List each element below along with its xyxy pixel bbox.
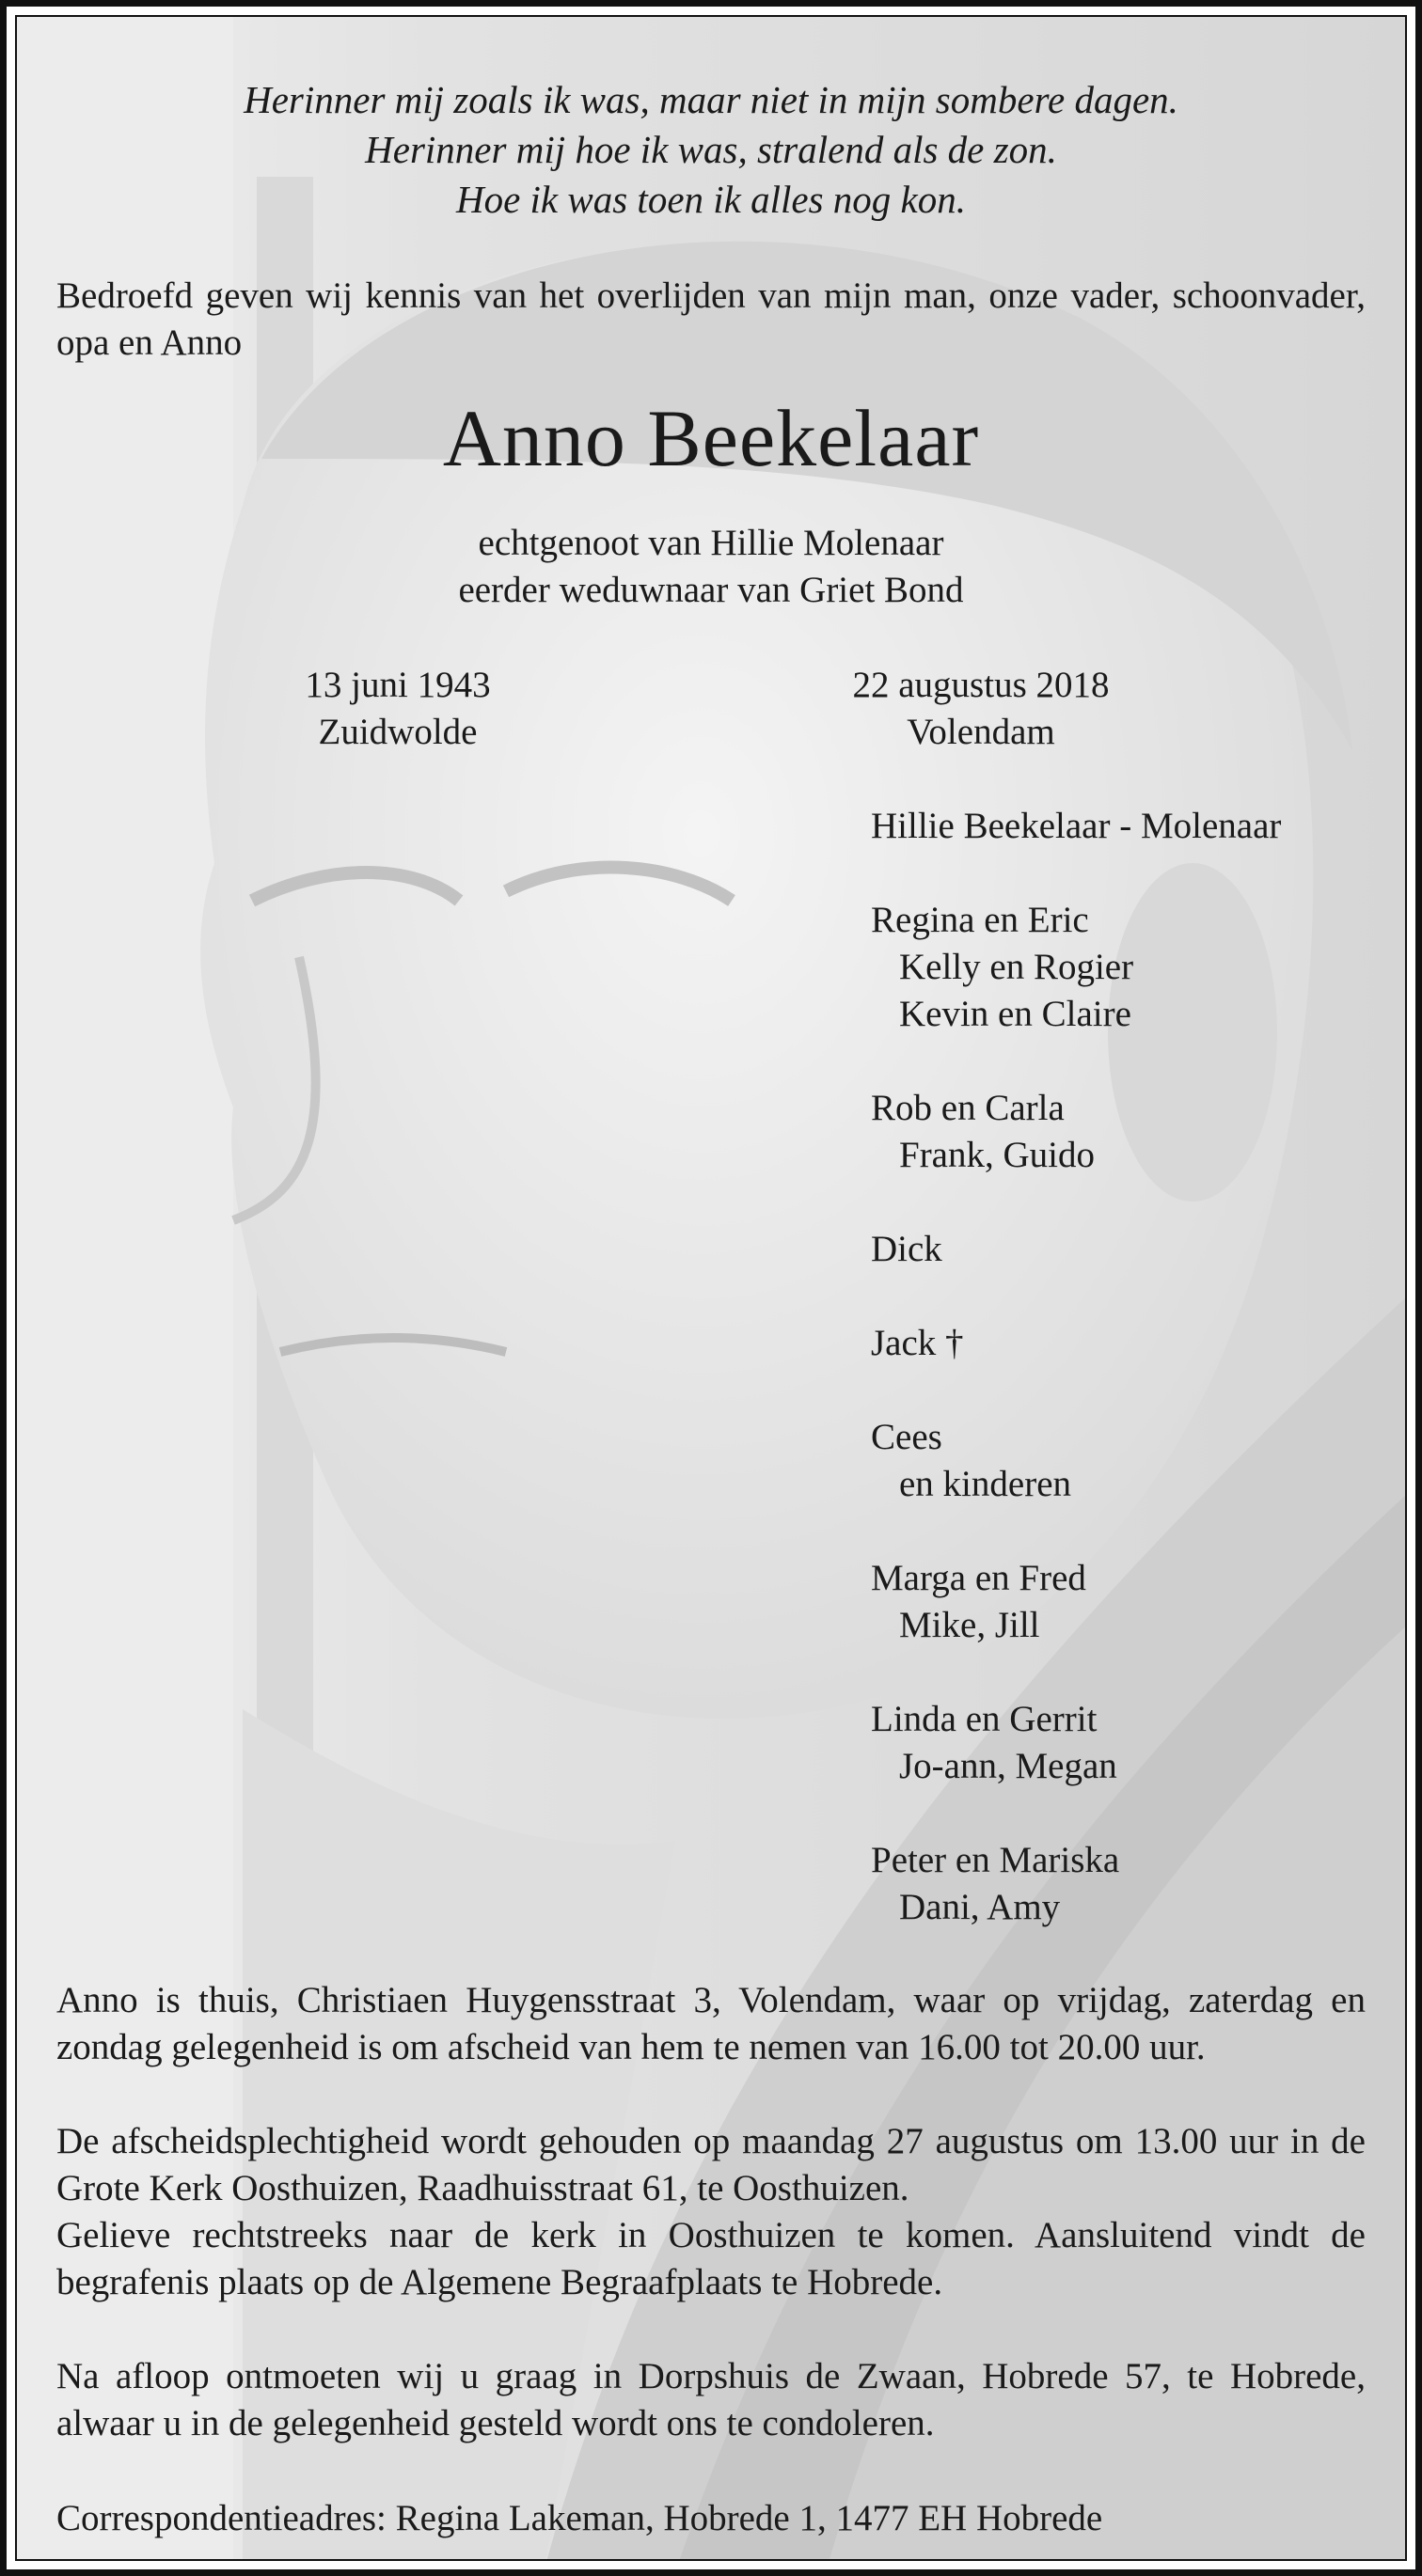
condolence-paragraph: Na afloop ontmoeten wij u graag in Dorpshuis de Zwaan, Hobrede 57, te Hobrede, alwaar u in de gelegenheid gesteld wordt ons te condoleren.	[56, 2356, 1366, 2443]
correspondence-address: Correspondentieadres: Regina Lakeman, Hobrede 1, 1477 EH Hobrede	[56, 2498, 1103, 2538]
family-member: Cees	[871, 1417, 942, 1457]
family-member: Linda en Gerrit	[871, 1699, 1098, 1739]
family-group	[871, 1696, 1281, 1790]
birth-date: 13 juni 1943	[305, 665, 491, 705]
family-member: Regina en Eric	[871, 900, 1089, 940]
family-grandchildren: en kinderen	[899, 1464, 1072, 1504]
ceremony-paragraph	[56, 2118, 1366, 2306]
family-member: Peter en Mariska	[871, 1840, 1120, 1880]
family-group	[871, 897, 1281, 1038]
death-place: Volendam	[907, 712, 1055, 752]
birth-info	[182, 662, 614, 756]
family-member: Rob en Carla	[871, 1088, 1065, 1128]
family-group	[871, 1555, 1281, 1649]
family-member: Marga en Fred	[871, 1558, 1086, 1598]
poem	[17, 75, 1405, 225]
family-group	[871, 1226, 1281, 1273]
family-member: Dick	[871, 1229, 942, 1269]
family-grandchildren: Dani, Amy	[899, 1887, 1061, 1927]
family-member: Hillie Beekelaar - Molenaar	[871, 806, 1282, 846]
family-grandchildren: Kevin en Claire	[899, 994, 1131, 1034]
ceremony-text: De afscheidsplechtigheid wordt gehouden op maandag 27 augustus om 13.00 uur in de Grote Kerk Oosthuizen, Raadhuisstraat 61, te Oosthuizen.	[56, 2121, 1366, 2208]
poem-line: Herinner mij hoe ik was, stralend als de zon.	[365, 128, 1057, 171]
family-grandchildren: Jo-ann, Megan	[899, 1746, 1117, 1786]
death-info	[765, 662, 1197, 756]
family-group	[871, 1320, 1281, 1367]
viewing-paragraph: Anno is thuis, Christiaen Huygensstraat 3, Volendam, waar op vrijdag, zaterdag en zondag gelegenheid is om afscheid van hem te nemen van 16.00 tot 20.00 uur.	[56, 1980, 1366, 2067]
family-grandchildren: Kelly en Rogier	[899, 947, 1134, 987]
family-group	[871, 803, 1281, 850]
poem-line: Herinner mij zoals ik was, maar niet in mijn sombere dagen.	[244, 78, 1178, 121]
family-group	[871, 1837, 1281, 1931]
family-list	[871, 803, 1281, 1978]
family-member: Jack †	[871, 1323, 964, 1363]
family-grandchildren: Mike, Jill	[899, 1605, 1040, 1645]
family-grandchildren: Frank, Guido	[899, 1135, 1095, 1175]
spouse-line: eerder weduwnaar van Griet Bond	[458, 570, 964, 610]
spouse-info	[17, 520, 1405, 614]
inner-frame	[15, 15, 1407, 2561]
burial-text: Gelieve rechtstreeks naar de kerk in Oosthuizen te komen. Aansluitend vindt de begrafenis plaats op de Algemene Begraafplaats te Hobrede.	[56, 2215, 1366, 2302]
birth-place: Zuidwolde	[318, 712, 478, 752]
death-date: 22 augustus 2018	[852, 665, 1110, 705]
deceased-name: Anno Beekelaar	[442, 393, 980, 483]
family-group	[871, 1414, 1281, 1508]
obituary-text	[17, 17, 1405, 2559]
intro-text: Bedroefd geven wij kennis van het overlijden van mijn man, onze vader, schoonvader, opa en Anno	[56, 275, 1366, 363]
spouse-line: echtgenoot van Hillie Molenaar	[478, 523, 944, 563]
poem-line: Hoe ik was toen ik alles nog kon.	[455, 178, 966, 221]
family-group	[871, 1085, 1281, 1179]
